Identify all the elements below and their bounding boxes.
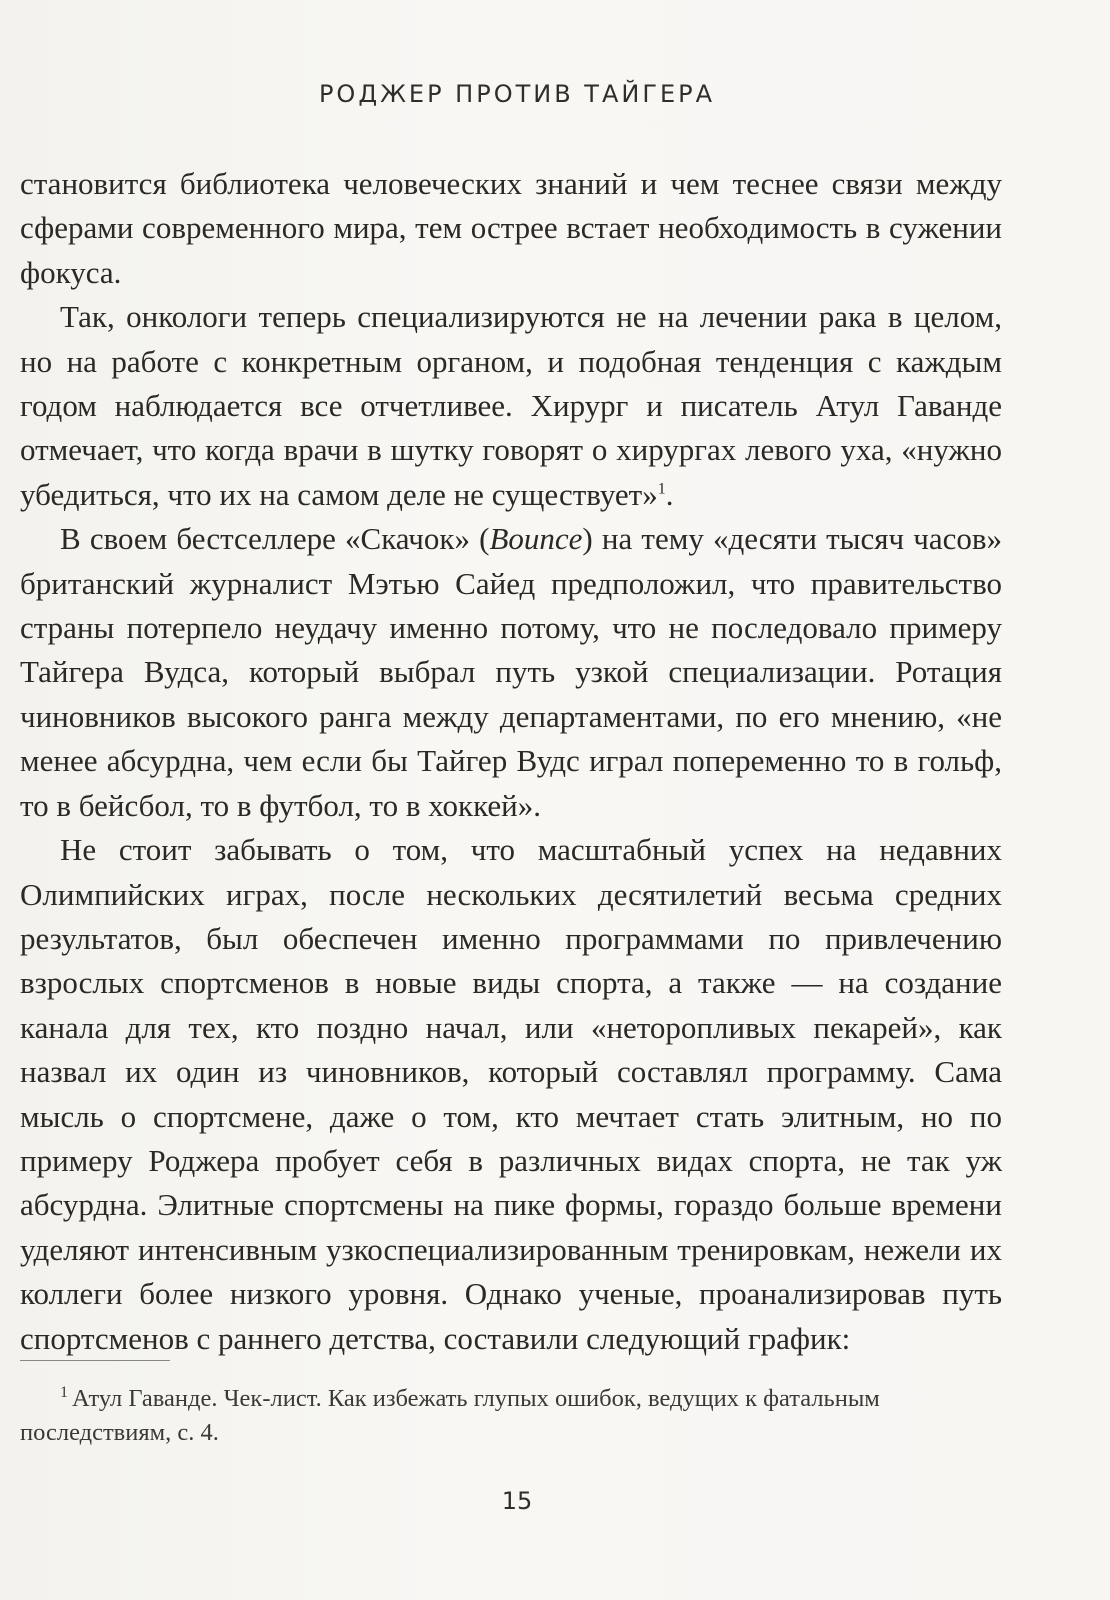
footnote-divider [20,1360,170,1361]
page-number: 15 [501,1487,533,1515]
running-head: РОДЖЕР ПРОТИВ ТАЙГЕРА [318,80,716,108]
footnote [20,1376,1002,1450]
footnote-number: 1 [60,1384,68,1401]
paragraph-4: Не стоит забывать о том, что масштабный успех на недавних Олимпийских играх, после нескольких десятилетий весьма средних результатов, был обеспечен именно программами по привлечению взрослых спортсменов в новые виды спорта, а также — на создание канала для тех, кто поздно начал, или «неторопливых пекарей», как назвал их один из чиновников, который составлял программу. Сама мысль о спортсмене, даже о том, кто мечтает стать элитным, но по примеру Роджера пробует себя в различных видах спорта, не так уж абсурдна. Элитные спортсмены на пике формы, гораздо больше времени уделяют интенсивным узкоспециализированным тренировкам, нежели их коллеги более низкого уровня. Однако ученые, проанализировав путь спортсменов с раннего детства, составили следующий график: [20,832,1002,1356]
paragraph-3 [20,517,1002,828]
paragraph-2-end: . [665,476,674,512]
paragraph-3-italic-title: Bounce [489,521,583,557]
paragraph-3-start: В своем бестселлере «Скачок» ( [60,521,490,557]
body-text [20,162,1002,1361]
paragraph-2-text: Так, онкологи теперь специализируются не на лечении рака в целом, но на работе с конкретным органом, и подобная тенденция с каждым годом наблюдается все отчетливее. Хирург и писатель Атул Гаванде отмечает, что когда врачи в шутку говорят о хирургах левого уха, «нужно убедиться, что их на самом деле не существует» [20,299,1002,512]
footnote-text: Атул Гаванде. Чек-лист. Как избежать глупых ошибок, ведущих к фатальным последствиям, с. 4. [20,1385,880,1447]
footnote-reference[interactable]: 1 [657,480,666,498]
paragraph-2 [20,295,1002,517]
paragraph-3-rest: ) на тему «десяти тысяч часов» британский журналист Мэтью Сайед предположил, что правительство страны потерпело неудачу именно потому, что не последовало примеру Тайгера Вудса, который выбрал путь узкой специализации. Ротация чиновников высокого ранга между департаментами, по его мнению, «не менее абсурдна, чем если бы Тайгер Вудс играл попеременно то в гольф, то в бейсбол, то в футбол, то в хоккей». [20,521,1002,823]
paragraph-1: становится библиотека человеческих знаний и чем теснее связи между сферами современного мира, тем острее встает необходимость в сужении фокуса. [20,166,1002,290]
